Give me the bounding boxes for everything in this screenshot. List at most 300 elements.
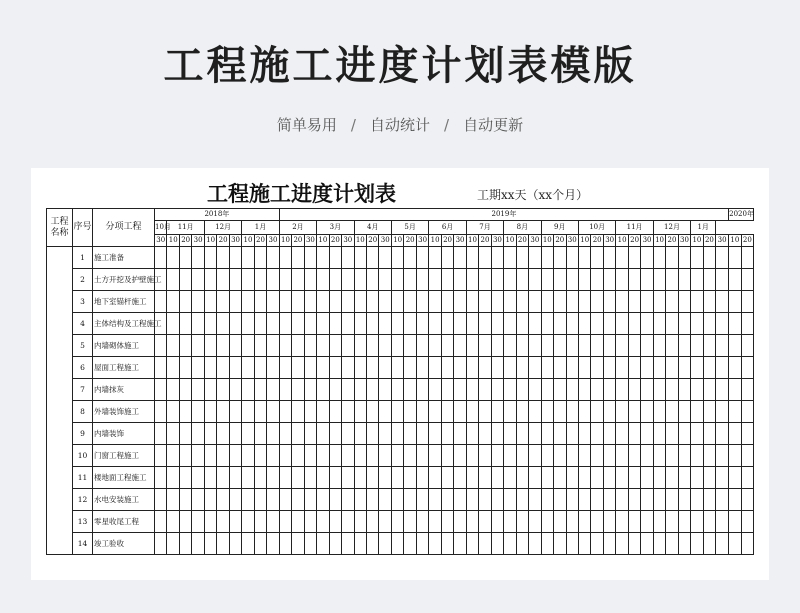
schedule-cell[interactable] [242, 489, 254, 511]
schedule-cell[interactable] [491, 313, 503, 335]
schedule-cell[interactable] [578, 511, 590, 533]
schedule-cell[interactable] [229, 467, 241, 489]
schedule-cell[interactable] [628, 291, 640, 313]
schedule-cell[interactable] [329, 269, 341, 291]
schedule-cell[interactable] [379, 489, 391, 511]
schedule-cell[interactable] [304, 357, 316, 379]
schedule-cell[interactable] [566, 445, 578, 467]
schedule-cell[interactable] [554, 379, 566, 401]
schedule-cell[interactable] [304, 533, 316, 555]
schedule-cell[interactable] [379, 533, 391, 555]
schedule-cell[interactable] [254, 533, 266, 555]
schedule-cell[interactable] [716, 379, 729, 401]
schedule-cell[interactable] [167, 269, 179, 291]
schedule-cell[interactable] [342, 511, 354, 533]
schedule-cell[interactable] [591, 467, 603, 489]
schedule-cell[interactable] [267, 313, 280, 335]
schedule-cell[interactable] [404, 357, 416, 379]
schedule-cell[interactable] [578, 335, 590, 357]
schedule-cell[interactable] [242, 511, 254, 533]
schedule-cell[interactable] [741, 269, 753, 291]
schedule-cell[interactable] [628, 269, 640, 291]
schedule-cell[interactable] [716, 489, 729, 511]
schedule-cell[interactable] [292, 379, 304, 401]
schedule-cell[interactable] [416, 313, 428, 335]
schedule-cell[interactable] [416, 379, 428, 401]
schedule-cell[interactable] [279, 379, 291, 401]
schedule-cell[interactable] [554, 247, 566, 269]
schedule-cell[interactable] [404, 445, 416, 467]
schedule-cell[interactable] [691, 445, 703, 467]
schedule-cell[interactable] [491, 423, 503, 445]
schedule-cell[interactable] [441, 423, 453, 445]
schedule-cell[interactable] [479, 423, 491, 445]
schedule-cell[interactable] [204, 467, 216, 489]
schedule-cell[interactable] [416, 291, 428, 313]
schedule-cell[interactable] [578, 313, 590, 335]
schedule-cell[interactable] [155, 291, 167, 313]
schedule-cell[interactable] [404, 269, 416, 291]
schedule-cell[interactable] [591, 357, 603, 379]
schedule-cell[interactable] [454, 291, 466, 313]
schedule-cell[interactable] [491, 533, 503, 555]
schedule-cell[interactable] [367, 511, 379, 533]
schedule-cell[interactable] [578, 445, 590, 467]
schedule-cell[interactable] [504, 489, 516, 511]
schedule-cell[interactable] [242, 313, 254, 335]
schedule-cell[interactable] [229, 247, 241, 269]
schedule-cell[interactable] [329, 511, 341, 533]
schedule-cell[interactable] [716, 335, 729, 357]
schedule-cell[interactable] [429, 401, 441, 423]
schedule-cell[interactable] [653, 357, 665, 379]
schedule-cell[interactable] [641, 423, 653, 445]
schedule-cell[interactable] [254, 379, 266, 401]
schedule-cell[interactable] [329, 357, 341, 379]
schedule-cell[interactable] [678, 379, 690, 401]
schedule-cell[interactable] [404, 467, 416, 489]
schedule-cell[interactable] [716, 467, 729, 489]
schedule-cell[interactable] [541, 423, 553, 445]
schedule-cell[interactable] [379, 467, 391, 489]
schedule-cell[interactable] [741, 247, 753, 269]
schedule-cell[interactable] [516, 379, 528, 401]
schedule-cell[interactable] [416, 357, 428, 379]
schedule-cell[interactable] [229, 533, 241, 555]
schedule-cell[interactable] [217, 401, 229, 423]
schedule-cell[interactable] [179, 357, 191, 379]
schedule-cell[interactable] [155, 423, 167, 445]
schedule-cell[interactable] [516, 401, 528, 423]
schedule-cell[interactable] [491, 379, 503, 401]
schedule-cell[interactable] [204, 269, 216, 291]
schedule-cell[interactable] [529, 467, 541, 489]
schedule-cell[interactable] [254, 401, 266, 423]
schedule-cell[interactable] [429, 313, 441, 335]
schedule-cell[interactable] [329, 533, 341, 555]
schedule-cell[interactable] [379, 511, 391, 533]
schedule-cell[interactable] [367, 467, 379, 489]
schedule-cell[interactable] [192, 291, 204, 313]
schedule-cell[interactable] [616, 533, 628, 555]
schedule-cell[interactable] [304, 247, 316, 269]
schedule-cell[interactable] [729, 489, 741, 511]
schedule-cell[interactable] [279, 335, 291, 357]
schedule-cell[interactable] [391, 401, 403, 423]
schedule-cell[interactable] [167, 467, 179, 489]
schedule-cell[interactable] [329, 423, 341, 445]
schedule-cell[interactable] [616, 401, 628, 423]
schedule-cell[interactable] [192, 401, 204, 423]
schedule-cell[interactable] [292, 533, 304, 555]
schedule-cell[interactable] [441, 247, 453, 269]
schedule-cell[interactable] [317, 401, 329, 423]
schedule-cell[interactable] [179, 445, 191, 467]
schedule-cell[interactable] [516, 511, 528, 533]
schedule-cell[interactable] [741, 423, 753, 445]
schedule-cell[interactable] [691, 401, 703, 423]
schedule-cell[interactable] [554, 269, 566, 291]
schedule-cell[interactable] [254, 511, 266, 533]
schedule-cell[interactable] [541, 401, 553, 423]
schedule-cell[interactable] [229, 313, 241, 335]
schedule-cell[interactable] [703, 423, 715, 445]
schedule-cell[interactable] [628, 247, 640, 269]
schedule-cell[interactable] [616, 313, 628, 335]
schedule-cell[interactable] [703, 489, 715, 511]
schedule-cell[interactable] [541, 291, 553, 313]
schedule-cell[interactable] [354, 357, 366, 379]
schedule-cell[interactable] [729, 247, 741, 269]
schedule-cell[interactable] [529, 335, 541, 357]
schedule-cell[interactable] [504, 269, 516, 291]
schedule-cell[interactable] [666, 357, 678, 379]
schedule-cell[interactable] [603, 335, 615, 357]
schedule-cell[interactable] [229, 335, 241, 357]
schedule-cell[interactable] [628, 467, 640, 489]
schedule-cell[interactable] [167, 511, 179, 533]
schedule-cell[interactable] [292, 511, 304, 533]
schedule-cell[interactable] [466, 379, 478, 401]
schedule-cell[interactable] [441, 269, 453, 291]
schedule-cell[interactable] [529, 291, 541, 313]
schedule-cell[interactable] [354, 313, 366, 335]
schedule-cell[interactable] [254, 291, 266, 313]
schedule-cell[interactable] [416, 401, 428, 423]
schedule-cell[interactable] [441, 357, 453, 379]
schedule-cell[interactable] [479, 467, 491, 489]
schedule-cell[interactable] [317, 423, 329, 445]
schedule-cell[interactable] [603, 379, 615, 401]
schedule-cell[interactable] [342, 445, 354, 467]
schedule-cell[interactable] [729, 445, 741, 467]
schedule-cell[interactable] [516, 247, 528, 269]
schedule-cell[interactable] [641, 247, 653, 269]
schedule-cell[interactable] [628, 511, 640, 533]
schedule-cell[interactable] [641, 533, 653, 555]
schedule-cell[interactable] [192, 247, 204, 269]
schedule-cell[interactable] [217, 269, 229, 291]
schedule-cell[interactable] [204, 313, 216, 335]
schedule-cell[interactable] [628, 335, 640, 357]
schedule-cell[interactable] [479, 511, 491, 533]
schedule-cell[interactable] [342, 423, 354, 445]
schedule-cell[interactable] [391, 379, 403, 401]
schedule-cell[interactable] [491, 467, 503, 489]
schedule-cell[interactable] [267, 467, 280, 489]
schedule-cell[interactable] [504, 379, 516, 401]
schedule-cell[interactable] [416, 423, 428, 445]
schedule-cell[interactable] [192, 313, 204, 335]
schedule-cell[interactable] [167, 247, 179, 269]
schedule-cell[interactable] [279, 489, 291, 511]
schedule-cell[interactable] [367, 357, 379, 379]
schedule-cell[interactable] [729, 533, 741, 555]
schedule-cell[interactable] [267, 445, 280, 467]
schedule-cell[interactable] [379, 291, 391, 313]
schedule-cell[interactable] [691, 247, 703, 269]
schedule-cell[interactable] [729, 357, 741, 379]
schedule-cell[interactable] [242, 379, 254, 401]
schedule-cell[interactable] [616, 357, 628, 379]
schedule-cell[interactable] [441, 511, 453, 533]
schedule-cell[interactable] [566, 423, 578, 445]
schedule-cell[interactable] [317, 335, 329, 357]
schedule-cell[interactable] [317, 467, 329, 489]
schedule-cell[interactable] [204, 247, 216, 269]
schedule-cell[interactable] [167, 313, 179, 335]
schedule-cell[interactable] [267, 247, 280, 269]
schedule-cell[interactable] [529, 533, 541, 555]
schedule-cell[interactable] [666, 247, 678, 269]
schedule-cell[interactable] [566, 335, 578, 357]
schedule-cell[interactable] [729, 313, 741, 335]
schedule-cell[interactable] [729, 423, 741, 445]
schedule-cell[interactable] [167, 533, 179, 555]
schedule-cell[interactable] [379, 423, 391, 445]
schedule-cell[interactable] [628, 533, 640, 555]
schedule-cell[interactable] [541, 467, 553, 489]
schedule-cell[interactable] [204, 533, 216, 555]
schedule-cell[interactable] [691, 269, 703, 291]
schedule-cell[interactable] [404, 423, 416, 445]
schedule-cell[interactable] [578, 357, 590, 379]
schedule-cell[interactable] [628, 445, 640, 467]
schedule-cell[interactable] [354, 247, 366, 269]
schedule-cell[interactable] [603, 489, 615, 511]
schedule-cell[interactable] [516, 335, 528, 357]
schedule-cell[interactable] [741, 401, 753, 423]
schedule-cell[interactable] [155, 467, 167, 489]
schedule-cell[interactable] [466, 533, 478, 555]
schedule-cell[interactable] [516, 357, 528, 379]
schedule-cell[interactable] [529, 511, 541, 533]
schedule-cell[interactable] [279, 313, 291, 335]
schedule-cell[interactable] [254, 423, 266, 445]
schedule-cell[interactable] [204, 291, 216, 313]
schedule-cell[interactable] [653, 247, 665, 269]
schedule-cell[interactable] [379, 313, 391, 335]
schedule-cell[interactable] [603, 445, 615, 467]
schedule-cell[interactable] [342, 335, 354, 357]
schedule-cell[interactable] [729, 291, 741, 313]
schedule-cell[interactable] [179, 313, 191, 335]
schedule-cell[interactable] [167, 379, 179, 401]
schedule-cell[interactable] [404, 511, 416, 533]
schedule-cell[interactable] [504, 335, 516, 357]
schedule-cell[interactable] [367, 401, 379, 423]
schedule-cell[interactable] [504, 445, 516, 467]
schedule-cell[interactable] [217, 533, 229, 555]
schedule-cell[interactable] [354, 423, 366, 445]
schedule-cell[interactable] [578, 467, 590, 489]
schedule-cell[interactable] [242, 357, 254, 379]
schedule-cell[interactable] [279, 423, 291, 445]
schedule-cell[interactable] [691, 423, 703, 445]
schedule-cell[interactable] [204, 423, 216, 445]
schedule-cell[interactable] [741, 511, 753, 533]
schedule-cell[interactable] [242, 247, 254, 269]
schedule-cell[interactable] [267, 489, 280, 511]
schedule-cell[interactable] [292, 313, 304, 335]
schedule-cell[interactable] [566, 313, 578, 335]
schedule-cell[interactable] [167, 423, 179, 445]
schedule-cell[interactable] [242, 335, 254, 357]
schedule-cell[interactable] [466, 247, 478, 269]
schedule-cell[interactable] [404, 313, 416, 335]
schedule-cell[interactable] [741, 313, 753, 335]
schedule-cell[interactable] [529, 379, 541, 401]
schedule-cell[interactable] [678, 489, 690, 511]
schedule-cell[interactable] [479, 269, 491, 291]
schedule-cell[interactable] [204, 445, 216, 467]
schedule-cell[interactable] [267, 533, 280, 555]
schedule-cell[interactable] [466, 291, 478, 313]
schedule-cell[interactable] [279, 401, 291, 423]
schedule-cell[interactable] [529, 423, 541, 445]
schedule-cell[interactable] [304, 489, 316, 511]
schedule-cell[interactable] [329, 489, 341, 511]
schedule-cell[interactable] [566, 247, 578, 269]
schedule-cell[interactable] [441, 291, 453, 313]
schedule-cell[interactable] [404, 247, 416, 269]
schedule-cell[interactable] [678, 445, 690, 467]
schedule-cell[interactable] [666, 467, 678, 489]
schedule-cell[interactable] [242, 467, 254, 489]
schedule-cell[interactable] [566, 533, 578, 555]
schedule-cell[interactable] [703, 445, 715, 467]
schedule-cell[interactable] [292, 335, 304, 357]
schedule-cell[interactable] [504, 423, 516, 445]
schedule-cell[interactable] [653, 467, 665, 489]
schedule-cell[interactable] [591, 269, 603, 291]
schedule-cell[interactable] [466, 269, 478, 291]
schedule-cell[interactable] [204, 401, 216, 423]
schedule-cell[interactable] [179, 467, 191, 489]
schedule-cell[interactable] [404, 401, 416, 423]
schedule-cell[interactable] [716, 247, 729, 269]
schedule-cell[interactable] [429, 247, 441, 269]
schedule-cell[interactable] [641, 357, 653, 379]
schedule-cell[interactable] [591, 247, 603, 269]
schedule-cell[interactable] [678, 423, 690, 445]
schedule-cell[interactable] [342, 379, 354, 401]
schedule-cell[interactable] [342, 467, 354, 489]
schedule-cell[interactable] [554, 313, 566, 335]
schedule-cell[interactable] [304, 511, 316, 533]
schedule-cell[interactable] [566, 467, 578, 489]
schedule-cell[interactable] [267, 423, 280, 445]
schedule-cell[interactable] [678, 401, 690, 423]
schedule-cell[interactable] [229, 357, 241, 379]
schedule-cell[interactable] [529, 401, 541, 423]
schedule-cell[interactable] [529, 313, 541, 335]
schedule-cell[interactable] [541, 247, 553, 269]
schedule-cell[interactable] [155, 445, 167, 467]
category-cell[interactable] [47, 247, 73, 555]
schedule-cell[interactable] [192, 533, 204, 555]
schedule-cell[interactable] [441, 467, 453, 489]
schedule-cell[interactable] [391, 291, 403, 313]
schedule-cell[interactable] [229, 401, 241, 423]
schedule-cell[interactable] [741, 291, 753, 313]
schedule-cell[interactable] [279, 467, 291, 489]
schedule-cell[interactable] [416, 511, 428, 533]
schedule-cell[interactable] [192, 357, 204, 379]
schedule-cell[interactable] [416, 533, 428, 555]
schedule-cell[interactable] [603, 401, 615, 423]
schedule-cell[interactable] [329, 335, 341, 357]
schedule-cell[interactable] [204, 379, 216, 401]
schedule-cell[interactable] [342, 533, 354, 555]
schedule-cell[interactable] [653, 379, 665, 401]
schedule-cell[interactable] [454, 511, 466, 533]
schedule-cell[interactable] [479, 401, 491, 423]
schedule-cell[interactable] [591, 379, 603, 401]
schedule-cell[interactable] [217, 423, 229, 445]
schedule-cell[interactable] [516, 489, 528, 511]
schedule-cell[interactable] [678, 335, 690, 357]
schedule-cell[interactable] [716, 511, 729, 533]
schedule-cell[interactable] [541, 357, 553, 379]
schedule-cell[interactable] [678, 467, 690, 489]
schedule-cell[interactable] [554, 357, 566, 379]
schedule-cell[interactable] [703, 269, 715, 291]
schedule-cell[interactable] [441, 445, 453, 467]
schedule-cell[interactable] [217, 247, 229, 269]
schedule-cell[interactable] [554, 401, 566, 423]
schedule-cell[interactable] [504, 533, 516, 555]
schedule-cell[interactable] [616, 445, 628, 467]
schedule-cell[interactable] [254, 335, 266, 357]
schedule-cell[interactable] [279, 247, 291, 269]
schedule-cell[interactable] [292, 357, 304, 379]
schedule-cell[interactable] [729, 269, 741, 291]
schedule-cell[interactable] [653, 401, 665, 423]
schedule-cell[interactable] [678, 247, 690, 269]
schedule-cell[interactable] [304, 335, 316, 357]
schedule-cell[interactable] [491, 401, 503, 423]
schedule-cell[interactable] [641, 379, 653, 401]
schedule-cell[interactable] [391, 313, 403, 335]
schedule-cell[interactable] [641, 467, 653, 489]
schedule-cell[interactable] [317, 357, 329, 379]
schedule-cell[interactable] [566, 511, 578, 533]
schedule-cell[interactable] [229, 423, 241, 445]
schedule-cell[interactable] [342, 401, 354, 423]
schedule-cell[interactable] [454, 445, 466, 467]
schedule-cell[interactable] [666, 423, 678, 445]
